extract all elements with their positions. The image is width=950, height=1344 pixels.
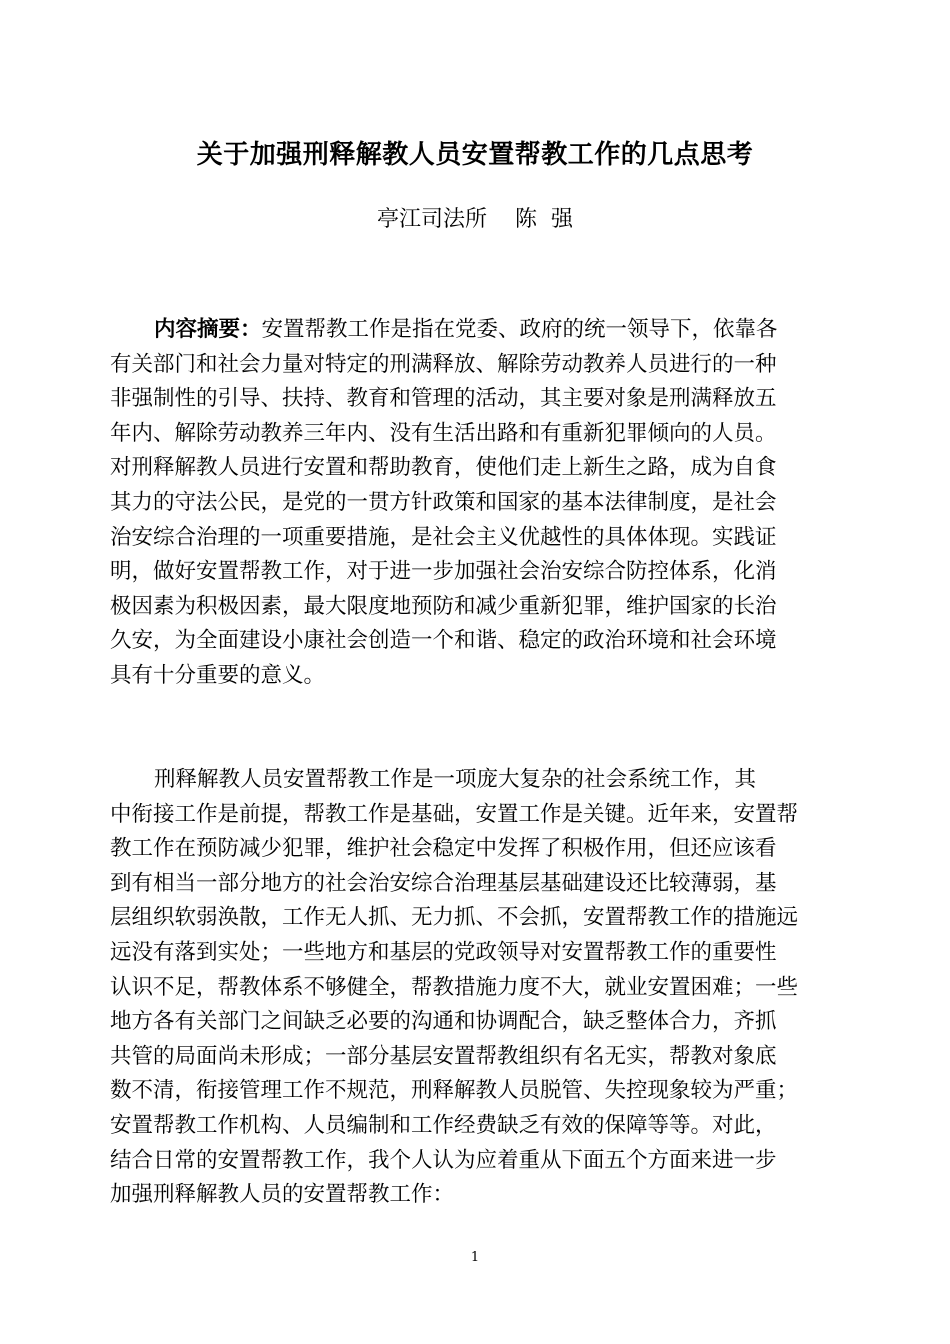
body-line: 加强刑释解教人员的安置帮教工作： (110, 1182, 455, 1208)
body-line: 认识不足，帮教体系不够健全，帮教措施力度不大，就业安置困难；一些 (110, 974, 799, 1000)
body-line: 地方各有关部门之间缺乏必要的沟通和协调配合，缺乏整体合力，齐抓 (110, 1009, 777, 1035)
abstract-line: 治安综合治理的一项重要措施，是社会主义优越性的具体体现。实践证 (110, 524, 777, 550)
abstract-line: 其力的守法公民，是党的一贯方针政策和国家的基本法律制度，是社会 (110, 489, 777, 515)
abstract-line: 非强制性的引导、扶持、教育和管理的活动，其主要对象是刑满释放五 (110, 386, 777, 412)
body-line: 安置帮教工作机构、人员编制和工作经费缺乏有效的保障等等。对此， (110, 1112, 777, 1138)
abstract-paragraph (110, 313, 844, 694)
abstract-label: 内容摘要： (154, 317, 262, 342)
abstract-line: 年内、解除劳动教养三年内、没有生活出路和有重新犯罪倾向的人员。 (110, 420, 777, 446)
document-title: 关于加强刑释解教人员安置帮教工作的几点思考 (196, 140, 754, 170)
body-paragraph (110, 763, 844, 1213)
body-line: 教工作在预防减少犯罪，维护社会稳定中发挥了积极作用，但还应该看 (110, 836, 777, 862)
abstract-line: 极因素为积极因素，最大限度地预防和减少重新犯罪，维护国家的长治 (110, 593, 777, 619)
abstract-line (110, 313, 844, 348)
body-line: 中衔接工作是前提，帮教工作是基础，安置工作是关键。近年来，安置帮 (110, 801, 799, 827)
body-line: 数不清，衔接管理工作不规范，刑释解教人员脱管、失控现象较为严重； (110, 1078, 799, 1104)
abstract-text: 安置帮教工作是指在党委、政府的统一领导下，依靠各 (261, 317, 778, 342)
body-line: 结合日常的安置帮教工作，我个人认为应着重从下面五个方面来进一步 (110, 1147, 777, 1173)
body-line: 到有相当一部分地方的社会治安综合治理基层基础建设还比较薄弱，基 (110, 870, 777, 896)
abstract-line: 对刑释解教人员进行安置和帮助教育，使他们走上新生之路，成为自食 (110, 455, 777, 481)
abstract-line: 久安，为全面建设小康社会创造一个和谐、稳定的政治环境和社会环境 (110, 628, 777, 654)
author-line: 亭江司法所 陈 强 (377, 207, 573, 232)
abstract-line: 具有十分重要的意义。 (110, 662, 326, 688)
abstract-line: 有关部门和社会力量对特定的刑满释放、解除劳动教养人员进行的一种 (110, 351, 777, 377)
body-line: 共管的局面尚未形成；一部分基层安置帮教组织有名无实，帮教对象底 (110, 1043, 777, 1069)
body-line: 层组织软弱涣散，工作无人抓、无力抓、不会抓，安置帮教工作的措施远 (110, 905, 799, 931)
page-number: 1 (470, 1250, 480, 1265)
body-line: 远没有落到实处；一些地方和基层的党政领导对安置帮教工作的重要性 (110, 939, 777, 965)
abstract-line: 明，做好安置帮教工作，对于进一步加强社会治安综合防控体系，化消 (110, 559, 777, 585)
body-line: 刑释解教人员安置帮教工作是一项庞大复杂的社会系统工作，其 (154, 767, 757, 792)
